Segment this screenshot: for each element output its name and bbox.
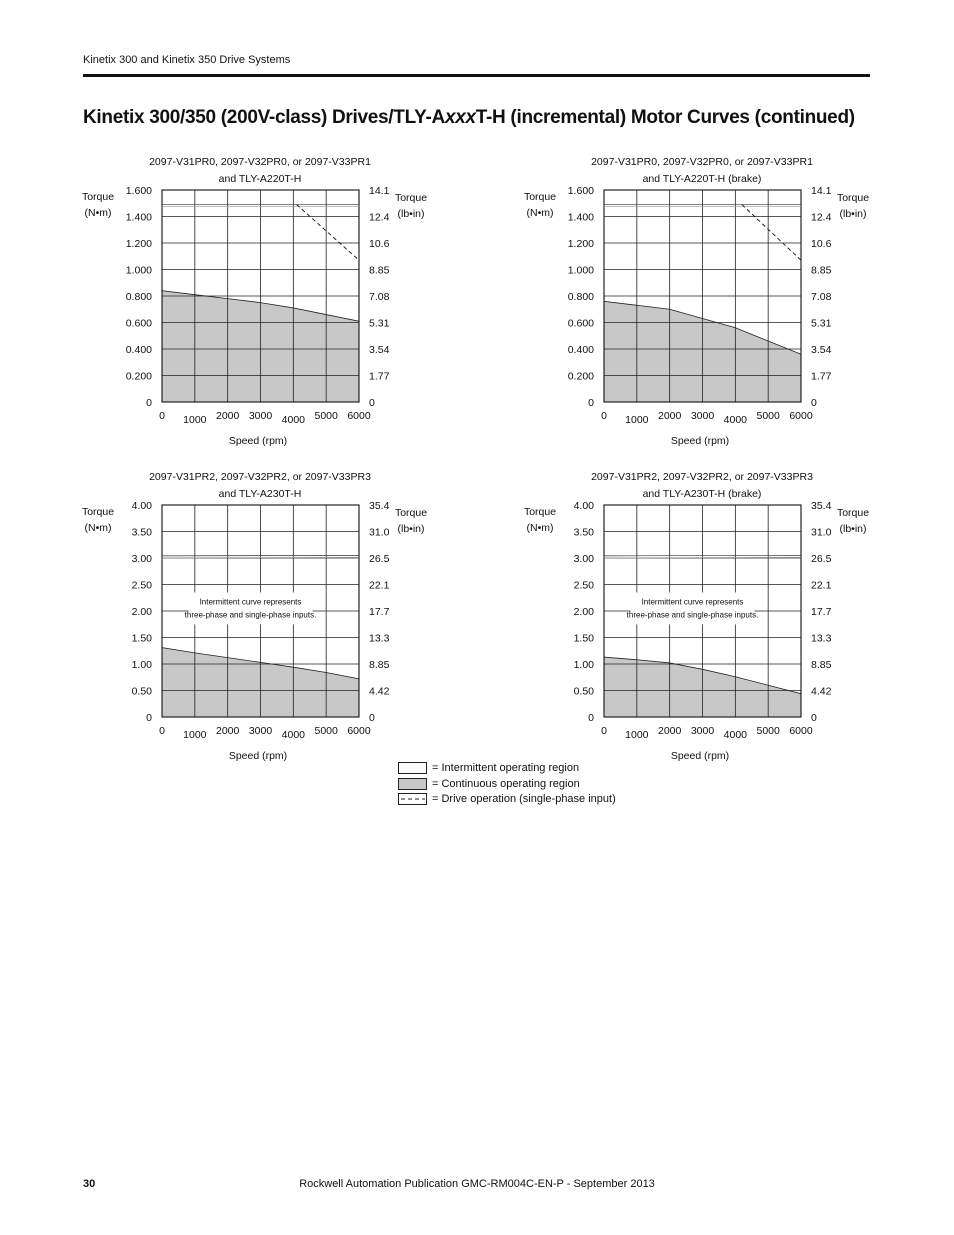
y-axis-label-left-line-1: Torque: [81, 191, 115, 203]
x-tick-label: 6000: [347, 725, 371, 737]
y-tick-label-right: 8.85: [369, 659, 390, 671]
x-axis-label: Speed (rpm): [228, 750, 288, 762]
y-tick-label-left: 0: [146, 397, 152, 409]
y-axis-label-left-line-1: Torque: [523, 191, 557, 203]
y-axis-label-right-line-1: Torque: [394, 192, 428, 204]
annotation-text: three-phase and single-phase inputs.: [626, 610, 759, 620]
x-tick-label: 0: [601, 410, 607, 422]
y-tick-label-left: 2.00: [131, 606, 152, 618]
x-tick-label: 5000: [314, 410, 338, 422]
single-phase-dashed-line: [297, 205, 359, 261]
x-tick-label: 3000: [690, 410, 715, 422]
y-tick-label-left: 0: [588, 712, 594, 724]
y-tick-label-right: 3.54: [369, 344, 390, 356]
y-tick-label-left: 0.200: [125, 370, 152, 383]
y-tick-label-right: 22.1: [811, 579, 832, 592]
y-tick-label-right: 13.3: [369, 632, 390, 645]
x-tick-label: 4000: [281, 729, 306, 741]
x-tick-label: 2000: [215, 410, 240, 422]
y-tick-label-right: 12.4: [811, 211, 832, 224]
x-tick-label: 0: [159, 410, 165, 422]
page-title-italic: xxx: [444, 107, 476, 128]
y-tick-label-left: 3.00: [131, 553, 152, 565]
y-tick-label-right: 4.42: [811, 685, 832, 698]
y-tick-label-right: 8.85: [811, 264, 832, 277]
chart-title-line-2: and TLY-A230T-H: [218, 488, 302, 500]
motor-curve-chart-1: [75, 150, 428, 450]
y-tick-label-right: 8.85: [369, 264, 390, 277]
chart-svg: [75, 150, 428, 450]
motor-curve-chart-4: [517, 465, 870, 765]
x-tick-label: 4000: [281, 414, 306, 426]
y-tick-label-left: 3.00: [573, 553, 594, 565]
page-number: 30: [83, 1178, 96, 1190]
y-tick-label-left: 0.50: [573, 685, 594, 698]
y-axis-label-right-line-2: (lb•in): [397, 208, 425, 220]
y-tick-label-right: 0: [369, 712, 375, 724]
y-tick-label-left: 0.400: [125, 344, 152, 356]
chart-title-line-1: 2097-V31PR0, 2097-V32PR0, or 2097-V33PR1: [149, 156, 371, 168]
x-tick-label: 3000: [248, 410, 273, 422]
x-tick-label: 5000: [314, 725, 338, 737]
y-tick-label-right: 10.6: [369, 238, 390, 250]
y-tick-label-left: 1.000: [567, 264, 594, 277]
y-axis-label-right-line-1: Torque: [836, 192, 870, 204]
y-tick-label-left: 0.600: [125, 317, 152, 330]
running-header: Kinetix 300 and Kinetix 350 Drive Systems: [83, 54, 291, 66]
y-tick-label-right: 17.7: [811, 606, 832, 618]
legend-swatch-continuous: [398, 778, 427, 790]
y-tick-label-right: 31.0: [369, 526, 390, 539]
y-tick-label-left: 0: [146, 712, 152, 724]
x-tick-label: 3000: [690, 725, 715, 737]
x-tick-label: 0: [601, 725, 607, 737]
x-tick-label: 6000: [789, 410, 813, 422]
y-axis-label-right-line-1: Torque: [394, 507, 428, 519]
intermittent-limit-line: [162, 555, 359, 556]
chart-title-line-2: and TLY-A220T-H (brake): [642, 173, 762, 185]
y-tick-label-right: 0: [369, 397, 375, 409]
y-axis-label-right-line-2: (lb•in): [397, 523, 425, 535]
y-tick-label-left: 0.200: [567, 370, 594, 383]
y-tick-label-right: 17.7: [369, 606, 390, 618]
y-tick-label-right: 4.42: [369, 685, 390, 698]
x-tick-label: 1000: [625, 414, 649, 426]
y-tick-label-right: 31.0: [811, 526, 832, 539]
chart-title-line-1: 2097-V31PR2, 2097-V32PR2, or 2097-V33PR3: [149, 471, 371, 483]
y-tick-label-left: 3.50: [573, 526, 594, 539]
page-title: [83, 107, 855, 129]
y-tick-label-left: 0.400: [567, 344, 594, 356]
y-tick-label-right: 22.1: [369, 579, 390, 592]
single-phase-dashed-line: [742, 205, 801, 261]
y-tick-label-right: 14.1: [369, 185, 390, 197]
chart-title-line-1: 2097-V31PR0, 2097-V32PR0, or 2097-V33PR1: [591, 156, 813, 168]
chart-svg: [517, 465, 870, 765]
x-axis-label: Speed (rpm): [228, 435, 288, 447]
legend-label-intermittent: = Intermittent operating region: [432, 762, 580, 774]
y-tick-label-left: 1.50: [131, 632, 152, 645]
annotation-text: Intermittent curve represents: [641, 597, 744, 607]
y-tick-label-left: 0.800: [125, 291, 152, 303]
x-tick-label: 4000: [723, 414, 748, 426]
x-tick-label: 3000: [248, 725, 273, 737]
y-axis-label-left-line-2: (N•m): [84, 207, 112, 219]
y-tick-label-right: 5.31: [811, 317, 832, 330]
y-tick-label-right: 10.6: [811, 238, 832, 250]
y-axis-label-right-line-2: (lb•in): [839, 523, 867, 535]
x-tick-label: 2000: [657, 410, 682, 422]
x-tick-label: 4000: [723, 729, 748, 741]
y-tick-label-left: 0.600: [567, 317, 594, 330]
y-tick-label-left: 4.00: [131, 500, 152, 512]
x-tick-label: 1000: [625, 729, 649, 741]
y-tick-label-right: 1.77: [811, 370, 832, 383]
y-tick-label-left: 0.50: [131, 685, 152, 698]
x-tick-label: 6000: [347, 410, 371, 422]
x-tick-label: 5000: [756, 410, 780, 422]
y-tick-label-right: 12.4: [369, 211, 390, 224]
y-tick-label-right: 13.3: [811, 632, 832, 645]
y-tick-label-left: 1.200: [125, 238, 152, 250]
y-axis-label-left-line-2: (N•m): [84, 522, 112, 534]
y-tick-label-left: 2.50: [131, 579, 152, 592]
y-tick-label-right: 5.31: [369, 317, 390, 330]
y-tick-label-right: 1.77: [369, 370, 390, 383]
y-tick-label-right: 7.08: [369, 291, 390, 303]
y-tick-label-left: 1.400: [567, 211, 594, 224]
y-tick-label-right: 0: [811, 712, 817, 724]
x-tick-label: 6000: [789, 725, 813, 737]
y-tick-label-right: 0: [811, 397, 817, 409]
y-tick-label-left: 1.50: [573, 632, 594, 645]
page-title-suffix: T-H (incremental) Motor Curves (continued): [475, 107, 855, 128]
x-axis-label: Speed (rpm): [670, 750, 730, 762]
y-tick-label-left: 1.600: [567, 185, 594, 197]
y-tick-label-left: 0.800: [567, 291, 594, 303]
y-tick-label-left: 4.00: [573, 500, 594, 512]
y-tick-label-right: 35.4: [811, 500, 832, 512]
annotation-text: three-phase and single-phase inputs.: [184, 610, 317, 620]
legend-swatch-single-phase: [398, 793, 427, 805]
legend-swatch-intermittent: [398, 762, 427, 774]
y-tick-label-left: 3.50: [131, 526, 152, 539]
y-tick-label-left: 2.50: [573, 579, 594, 592]
page-title-prefix: Kinetix 300/350 (200V-class) Drives/TLY-A: [83, 107, 445, 128]
x-tick-label: 5000: [756, 725, 780, 737]
y-tick-label-left: 1.000: [125, 264, 152, 277]
annotation-text: Intermittent curve represents: [199, 597, 302, 607]
y-axis-label-left-line-2: (N•m): [526, 522, 554, 534]
motor-curve-chart-2: [517, 150, 870, 450]
y-tick-label-left: 1.00: [131, 659, 152, 671]
y-axis-label-left-line-2: (N•m): [526, 207, 554, 219]
x-tick-label: 1000: [183, 729, 207, 741]
y-axis-label-left-line-1: Torque: [81, 506, 115, 518]
y-axis-label-right-line-1: Torque: [836, 507, 870, 519]
legend-label-single-phase: = Drive operation (single-phase input): [432, 793, 616, 805]
chart-svg: [517, 150, 870, 450]
motor-curve-chart-3: [75, 465, 428, 765]
publication-footer: Rockwell Automation Publication GMC-RM004C-EN-P - September 2013: [299, 1178, 655, 1190]
chart-title-line-1: 2097-V31PR2, 2097-V32PR2, or 2097-V33PR3: [591, 471, 813, 483]
y-tick-label-right: 26.5: [369, 553, 390, 565]
intermittent-limit-line: [604, 555, 801, 556]
y-tick-label-right: 14.1: [811, 185, 832, 197]
chart-title-line-2: and TLY-A220T-H: [218, 173, 302, 185]
x-tick-label: 1000: [183, 414, 207, 426]
y-tick-label-left: 2.00: [573, 606, 594, 618]
y-tick-label-left: 1.200: [567, 238, 594, 250]
chart-title-line-2: and TLY-A230T-H (brake): [642, 488, 762, 500]
y-tick-label-left: 1.400: [125, 211, 152, 224]
y-axis-label-left-line-1: Torque: [523, 506, 557, 518]
y-tick-label-right: 26.5: [811, 553, 832, 565]
y-tick-label-right: 8.85: [811, 659, 832, 671]
y-tick-label-left: 1.00: [573, 659, 594, 671]
y-axis-label-right-line-2: (lb•in): [839, 208, 867, 220]
y-tick-label-right: 7.08: [811, 291, 832, 303]
y-tick-label-left: 1.600: [125, 185, 152, 197]
legend-label-continuous: = Continuous operating region: [432, 777, 580, 790]
x-tick-label: 2000: [657, 725, 682, 737]
x-tick-label: 2000: [215, 725, 240, 737]
x-tick-label: 0: [159, 725, 165, 737]
y-tick-label-right: 3.54: [811, 344, 832, 356]
chart-svg: [75, 465, 428, 765]
y-tick-label-right: 35.4: [369, 500, 390, 512]
x-axis-label: Speed (rpm): [670, 435, 730, 447]
y-tick-label-left: 0: [588, 397, 594, 409]
header-rule: [83, 74, 870, 77]
